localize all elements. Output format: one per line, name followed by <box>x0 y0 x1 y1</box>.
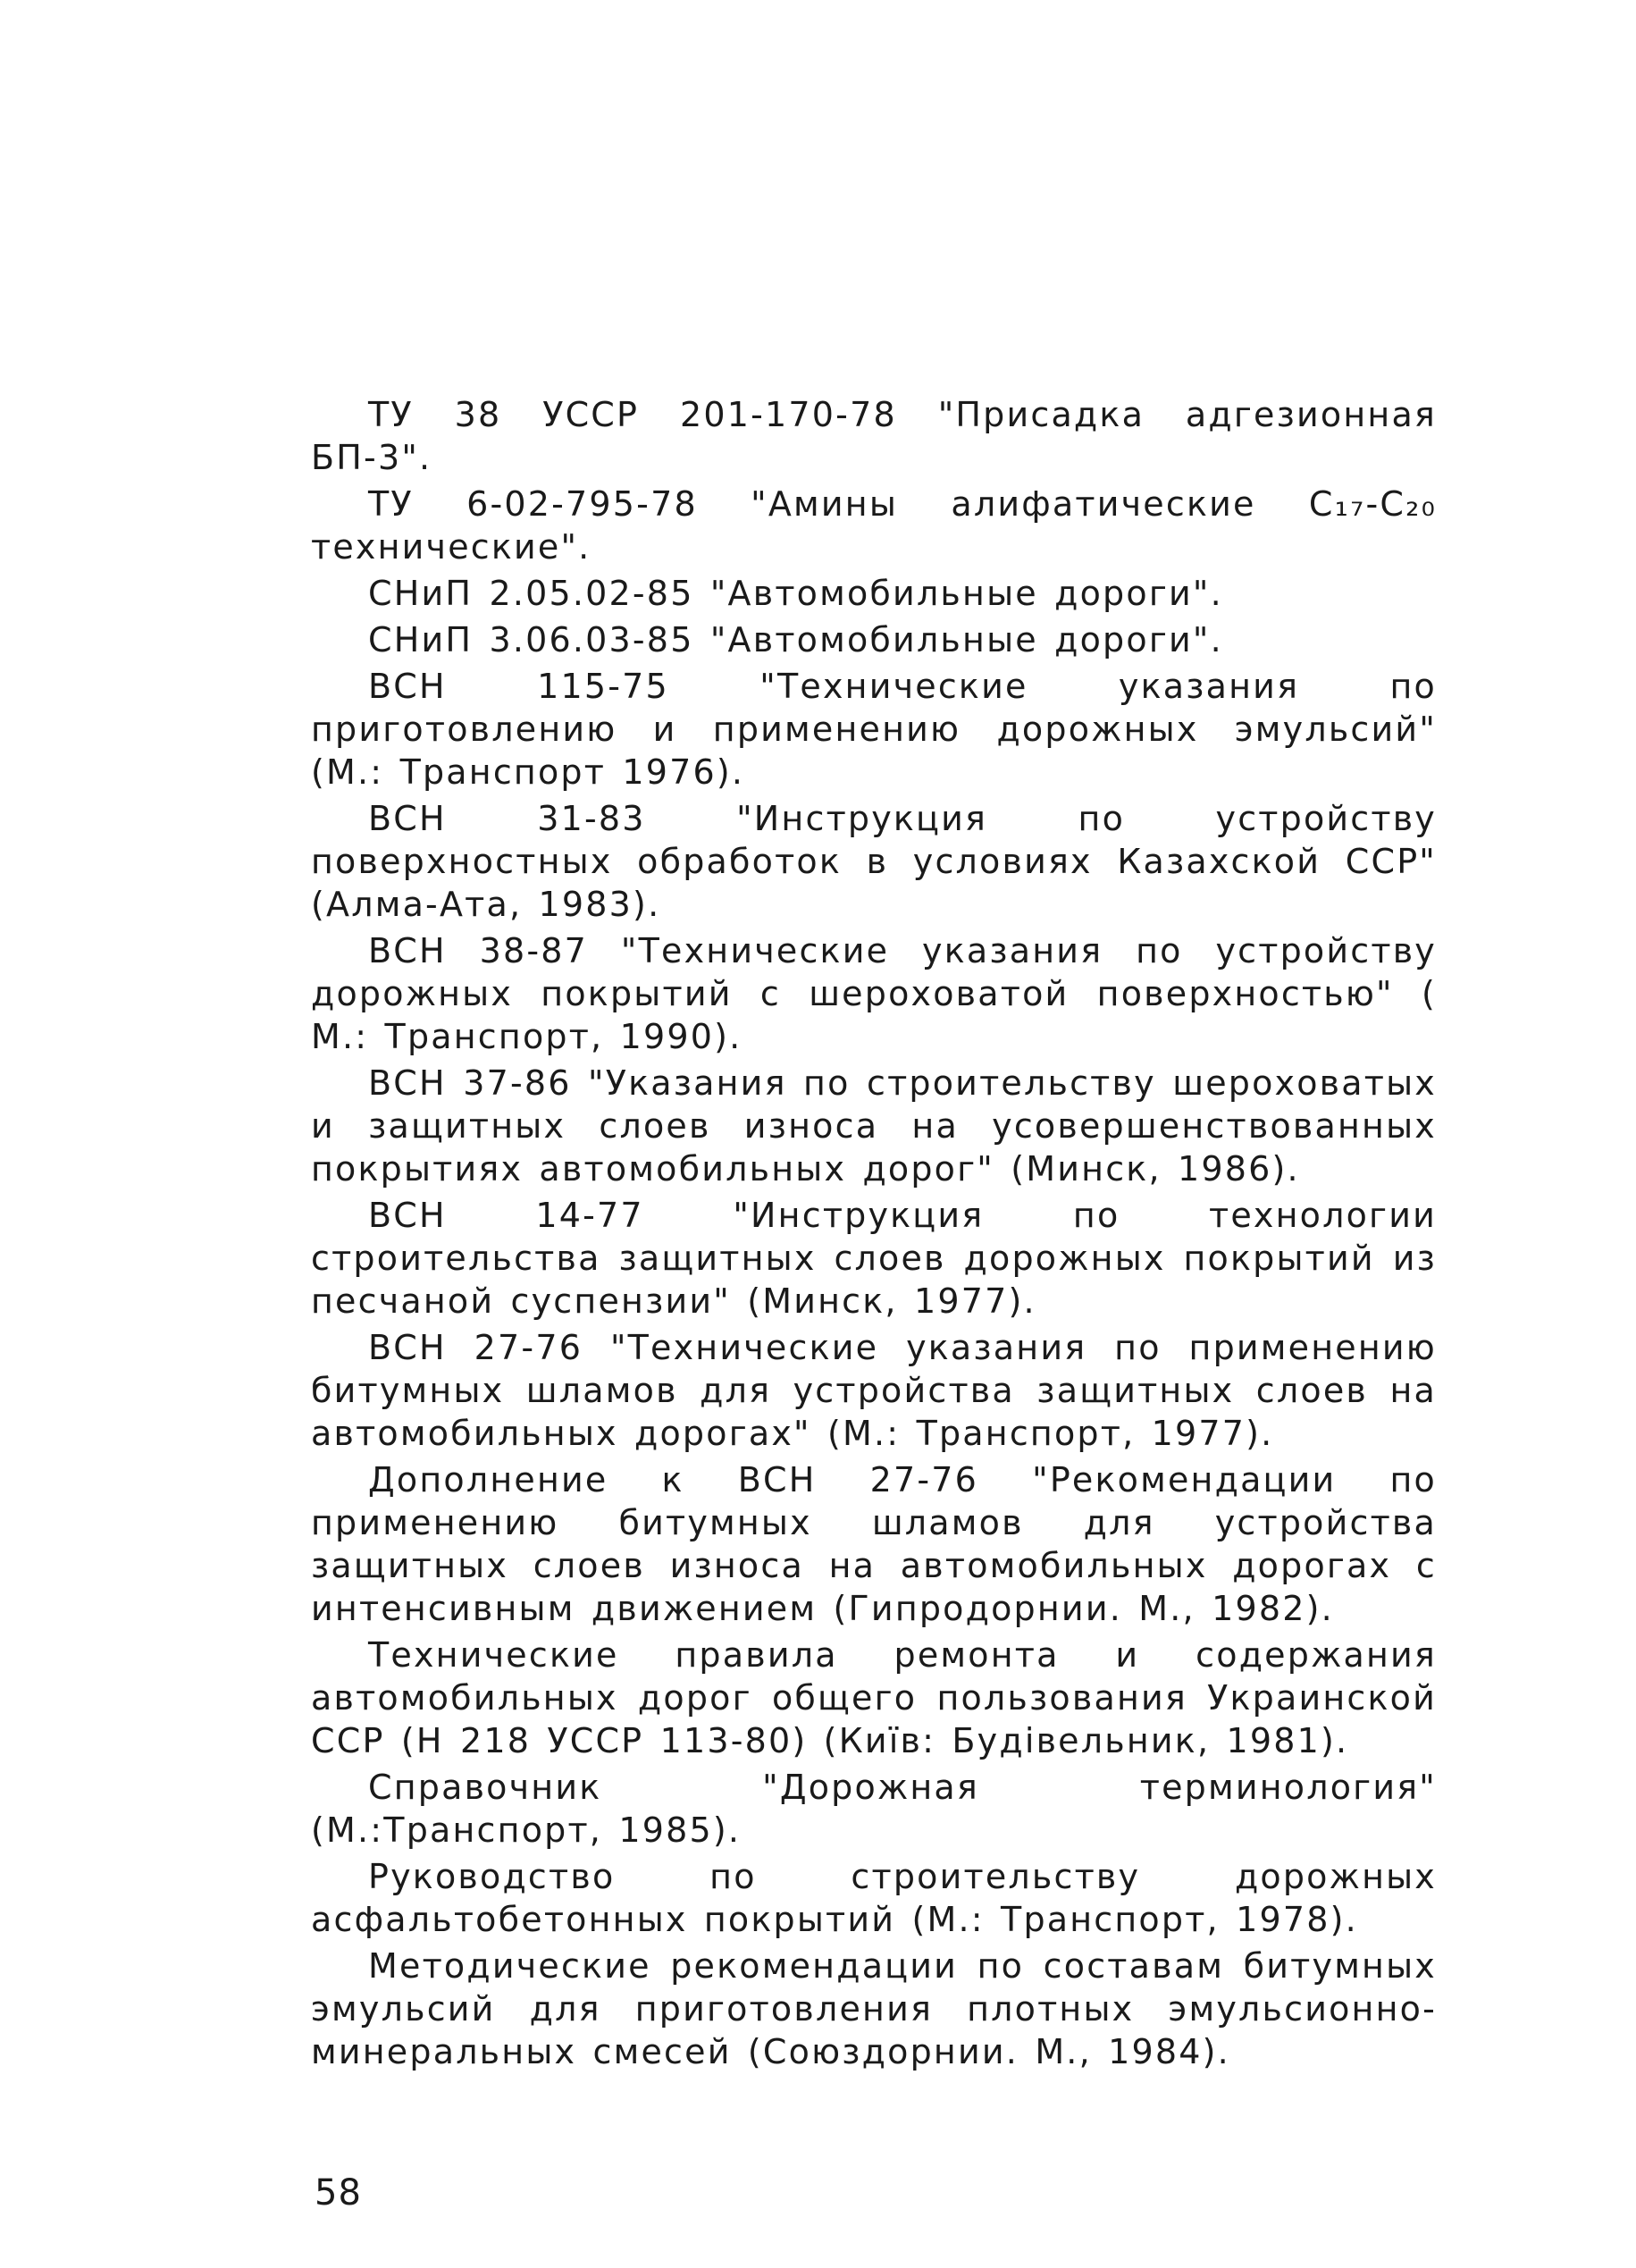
reference-entry: ТУ 38 УССР 201-170-78 "Присадка адгезионная БП-3". <box>311 395 1437 477</box>
reference-entry: Руководство по строительству дорожных асфальтобетонных покрытий (М.: Транспорт, 1978). <box>311 1857 1437 1939</box>
reference-entry: СНиП 2.05.02-85 "Автомобильные дороги". <box>368 574 1223 613</box>
reference-entry: Справочник "Дорожная терминология" (М.:Транспорт, 1985). <box>311 1768 1437 1850</box>
reference-entry: ВСН 37-86 "Указания по строительству шероховатых и защитных слоев износа на усовершенствованных покрытиях автомобильных дорог" (Минск, 1986). <box>311 1063 1437 1189</box>
page-number: 58 <box>315 2172 362 2213</box>
reference-entry: ТУ 6-02-795-78 "Амины алифатические C₁₇-C₂₀ технические". <box>311 484 1437 567</box>
reference-list <box>311 393 1437 2077</box>
reference-entry: Технические правила ремонта и содержания автомобильных дорог общего пользования Украинской ССР (Н 218 УССР 113-80) (Київ: Будiвельник, 1981). <box>311 1635 1437 1760</box>
reference-entry: ВСН 27-76 "Технические указания по применению битумных шламов для устройства защитных слоев на автомобильных дорогах" (М.: Транспорт, 1977). <box>311 1328 1437 1453</box>
reference-entry: СНиП 3.06.03-85 "Автомобильные дороги". <box>368 620 1223 659</box>
reference-entry: ВСН 38-87 "Технические указания по устройству дорожных покрытий с шероховатой поверхностью" ( М.: Транспорт, 1990). <box>311 931 1437 1056</box>
reference-entry: Методические рекомендации по составам битумных эмульсий для приготовления плотных эмульсионно-минеральных смесей (Союздорнии. М., 1984). <box>311 1946 1437 2071</box>
reference-entry: ВСН 31-83 "Инструкция по устройству поверхностных обработок в условиях Казахской ССР" (Алма-Ата, 1983). <box>311 799 1437 924</box>
reference-entry: ВСН 14-77 "Инструкция по технологии строительства защитных слоев дорожных покрытий из песчаной суспензии" (Минск, 1977). <box>311 1196 1437 1321</box>
reference-entry: Дополнение к ВСН 27-76 "Рекомендации по применению битумных шламов для устройства защитных слоев износа на автомобильных дорогах с интенсивным движением (Гипродорнии. М., 1982). <box>311 1460 1437 1628</box>
reference-entry: ВСН 115-75 "Технические указания по приготовлению и применению дорожных эмульсий" (М.: Транспорт 1976). <box>311 667 1437 792</box>
